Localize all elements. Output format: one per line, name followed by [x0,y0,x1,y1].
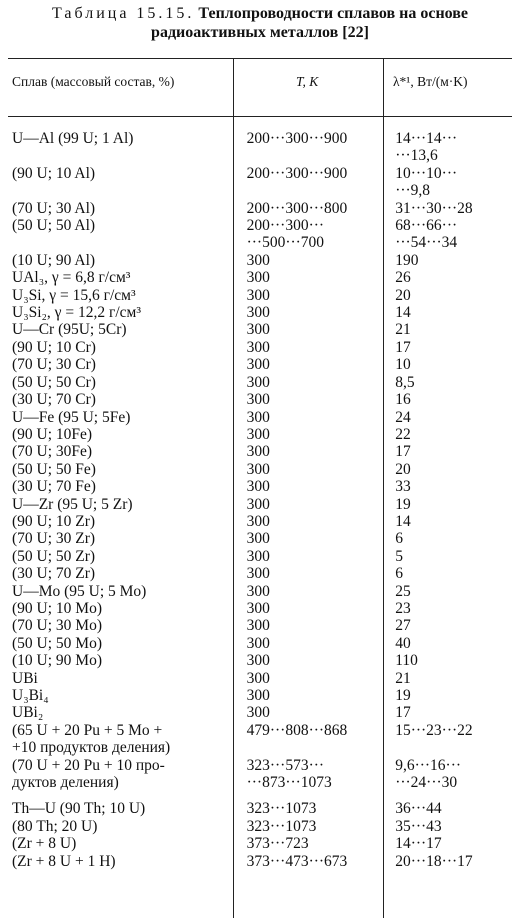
temperature-cell: 373···473···673 [246,852,348,870]
table-row [0,287,520,304]
header-conductivity: λ*¹, Вт/(м·K) [393,74,468,89]
alloy-cell [0,182,238,199]
conductivity-cell: ···54···34 [395,234,458,252]
alloy-cell: (30 U; 70 Fe) [12,478,96,496]
table-row [0,374,520,391]
temperature-cell: 300 [246,547,270,565]
temperature-cell: 300 [246,582,270,600]
alloy-cell: (70 U; 30 Al) [12,199,96,217]
conductivity-cell: 9,6···16··· [395,756,462,774]
temperature-cell: 300 [246,599,270,617]
conductivity-cell: 21 [395,669,411,687]
conductivity-cell: 17 [395,338,411,356]
alloy-cell: дуктов деления) [12,774,119,792]
conductivity-cell: 31···30···28 [395,199,473,217]
temperature-cell: 479···808···868 [246,721,348,739]
alloy-cell: U—Mo (95 U; 5 Mo) [12,582,147,600]
temperature-cell: 323···573··· [246,756,325,774]
alloy-cell: (50 U; 50 Fe) [12,460,96,478]
alloy-cell: (65 U + 20 Pu + 5 Mo + [12,721,163,739]
alloy-cell: (90 U; 10Fe) [12,425,93,443]
alloy-cell: (90 U; 10 Mo) [12,599,102,617]
table-row [0,478,520,495]
conductivity-cell: 36···44 [395,800,442,818]
temperature-cell: 300 [246,425,270,443]
temperature-cell: 300 [246,408,270,426]
table-row [0,339,520,356]
conductivity-cell: 10···10··· [395,164,458,182]
temperature-cell [238,739,388,756]
conductivity-cell: 22 [395,425,411,443]
table-row [0,356,520,373]
table-caption [0,0,520,42]
temperature-cell: 300 [246,565,270,583]
alloy-cell: (50 U; 50 Cr) [12,373,96,391]
conductivity-cell: 14 [395,304,411,322]
table-row [0,200,520,217]
table-row [0,617,520,634]
conductivity-cell: 35···43 [395,817,442,835]
conductivity-cell: 26 [395,269,411,287]
conductivity-cell: 24 [395,408,411,426]
table-row [0,147,520,164]
temperature-cell: 300 [246,251,270,269]
table-row [0,530,520,547]
table-row [0,652,520,669]
conductivity-cell: 33 [395,478,411,496]
alloy-cell: (80 Th; 20 U) [12,817,98,835]
table-row [0,269,520,286]
alloy-cell: (50 U; 50 Zr) [12,547,96,565]
alloy-cell: UBi₂ [12,704,44,722]
header-alloy: Сплав (массовый состав, %) [12,74,175,89]
table-row [0,635,520,652]
alloy-cell: +10 продуктов деления) [12,739,171,757]
table-row [0,548,520,565]
conductivity-cell: 15···23···22 [395,721,473,739]
temperature-cell: 300 [246,652,270,670]
table-row [0,182,520,199]
table-title-line2: радиоактивных металлов [22] [151,24,369,41]
alloy-cell: (90 U; 10 Zr) [12,512,96,530]
alloy-cell: (70 U + 20 Pu + 10 про- [12,756,165,774]
table-row [0,461,520,478]
temperature-cell: 300 [246,512,270,530]
conductivity-cell: 10 [395,356,411,374]
data-table [0,130,520,870]
conductivity-cell: 14 [395,512,411,530]
conductivity-cell: 5 [395,547,403,565]
alloy-cell: (10 U; 90 Al) [12,251,96,269]
table-row [0,252,520,269]
table-row [0,321,520,338]
table-row [0,670,520,687]
conductivity-cell: 16 [395,391,411,409]
temperature-cell: 200···300··· [246,217,325,235]
alloy-cell: U—Fe (95 U; 5Fe) [12,408,131,426]
alloy-cell: (70 U; 30Fe) [12,443,93,461]
table-row [0,757,520,774]
alloy-cell: (30 U; 70 Zr) [12,565,96,583]
table-row [0,835,520,852]
temperature-cell: 300 [246,356,270,374]
temperature-cell: 300 [246,443,270,461]
conductivity-cell: 6 [395,530,403,548]
temperature-cell: 200···300···900 [246,130,348,147]
table-row [0,687,520,704]
temperature-cell: 200···300···800 [246,199,348,217]
alloy-cell: (70 U; 30 Mo) [12,617,102,635]
conductivity-cell: 6 [395,565,403,583]
alloy-cell: Th—U (90 Th; 10 U) [12,800,146,818]
temperature-cell: 200···300···900 [246,164,348,182]
table-row [0,800,520,817]
conductivity-cell: 19 [395,687,411,704]
conductivity-cell: 20···18···17 [395,852,473,870]
alloy-cell: U₃Si₂, γ = 12,2 г/см³ [12,304,142,322]
alloy-cell: (50 U; 50 Mo) [12,634,102,652]
table-row [0,774,520,791]
alloy-cell: U—Cr (95U; 5Cr) [12,321,127,339]
conductivity-cell: 20 [395,460,411,478]
table-row [0,443,520,460]
conductivity-cell: 20 [395,286,411,304]
table-row [0,704,520,721]
conductivity-cell: 14···17 [395,835,442,853]
temperature-cell: 300 [246,704,270,722]
alloy-cell: U₃Bi₄ [12,687,49,704]
conductivity-cell: 14···14··· [395,130,458,147]
table-row [0,739,520,756]
temperature-cell: 323···1073 [246,800,317,818]
alloy-cell: U—Al (99 U; 1 Al) [12,130,134,147]
table-row [0,130,520,147]
temperature-cell: 300 [246,269,270,287]
conductivity-cell: 27 [395,617,411,635]
temperature-cell: 300 [246,495,270,513]
alloy-cell [0,791,238,800]
alloy-cell: U₃Si, γ = 15,6 г/см³ [12,286,136,304]
table-row [0,304,520,321]
temperature-cell [238,182,388,199]
alloy-cell: UAl₃, γ = 6,8 г/см³ [12,269,131,287]
temperature-cell: 300 [246,460,270,478]
table-row [0,818,520,835]
conductivity-cell: 190 [395,251,419,269]
temperature-cell: 300 [246,634,270,652]
conductivity-cell: 23 [395,599,411,617]
temperature-cell: ···873···1073 [246,774,332,792]
temperature-cell: 373···723 [246,835,309,853]
alloy-cell: (30 U; 70 Cr) [12,391,96,409]
temperature-cell: 300 [246,617,270,635]
table-row [0,234,520,251]
conductivity-cell: ···24···30 [395,774,458,792]
table-row [0,496,520,513]
table-row [0,513,520,530]
conductivity-cell: ···9,8 [395,182,431,200]
alloy-cell: (70 U; 30 Cr) [12,356,96,374]
conductivity-cell: ···13,6 [395,147,438,165]
alloy-cell: (70 U; 30 Zr) [12,530,96,548]
temperature-cell: 300 [246,338,270,356]
alloy-cell [0,234,238,251]
conductivity-cell: 25 [395,582,411,600]
table-row [0,791,520,800]
temperature-cell: 300 [246,669,270,687]
table-row [0,409,520,426]
table-row [0,426,520,443]
temperature-cell: 300 [246,373,270,391]
temperature-cell: 300 [246,304,270,322]
table-row [0,600,520,617]
header-temperature: T, K [296,74,319,89]
temperature-cell: 323···1073 [246,817,317,835]
table-row [0,391,520,408]
temperature-cell: 300 [246,530,270,548]
table-row [0,217,520,234]
header-top-rule [8,58,512,59]
temperature-cell [238,791,388,800]
alloy-cell: (Zr + 8 U + 1 H) [12,852,116,870]
table-row [0,165,520,182]
alloy-cell [0,147,238,164]
temperature-cell: 300 [246,478,270,496]
conductivity-cell: 17 [395,704,411,722]
conductivity-cell: 68···66··· [395,217,458,235]
table-body [0,130,520,870]
alloy-cell: (90 U; 10 Cr) [12,338,96,356]
alloy-cell: (Zr + 8 U) [12,835,77,853]
alloy-cell: U—Zr (95 U; 5 Zr) [12,495,133,513]
conductivity-cell: 40 [395,634,411,652]
temperature-cell: 300 [246,321,270,339]
temperature-cell: ···500···700 [246,234,325,252]
conductivity-cell [387,791,520,800]
conductivity-cell: 8,5 [395,373,415,391]
alloy-cell: UBi [12,669,38,687]
alloy-cell: (90 U; 10 Al) [12,164,96,182]
conductivity-cell: 21 [395,321,411,339]
conductivity-cell: 110 [395,652,418,670]
temperature-cell: 300 [246,391,270,409]
table-row [0,853,520,870]
table-row [0,565,520,582]
header-bottom-rule [8,116,512,117]
conductivity-cell: 19 [395,495,411,513]
conductivity-cell [387,739,520,756]
table-label: Таблица 15.15. [51,5,195,22]
table-title-line1: Теплопроводности сплавов на основе [198,5,469,22]
alloy-cell: (50 U; 50 Al) [12,217,96,235]
table-row [0,583,520,600]
temperature-cell: 300 [246,286,270,304]
alloy-cell: (10 U; 90 Mo) [12,652,102,670]
temperature-cell [238,147,388,164]
table-row [0,722,520,739]
conductivity-cell: 17 [395,443,411,461]
temperature-cell: 300 [246,687,270,704]
